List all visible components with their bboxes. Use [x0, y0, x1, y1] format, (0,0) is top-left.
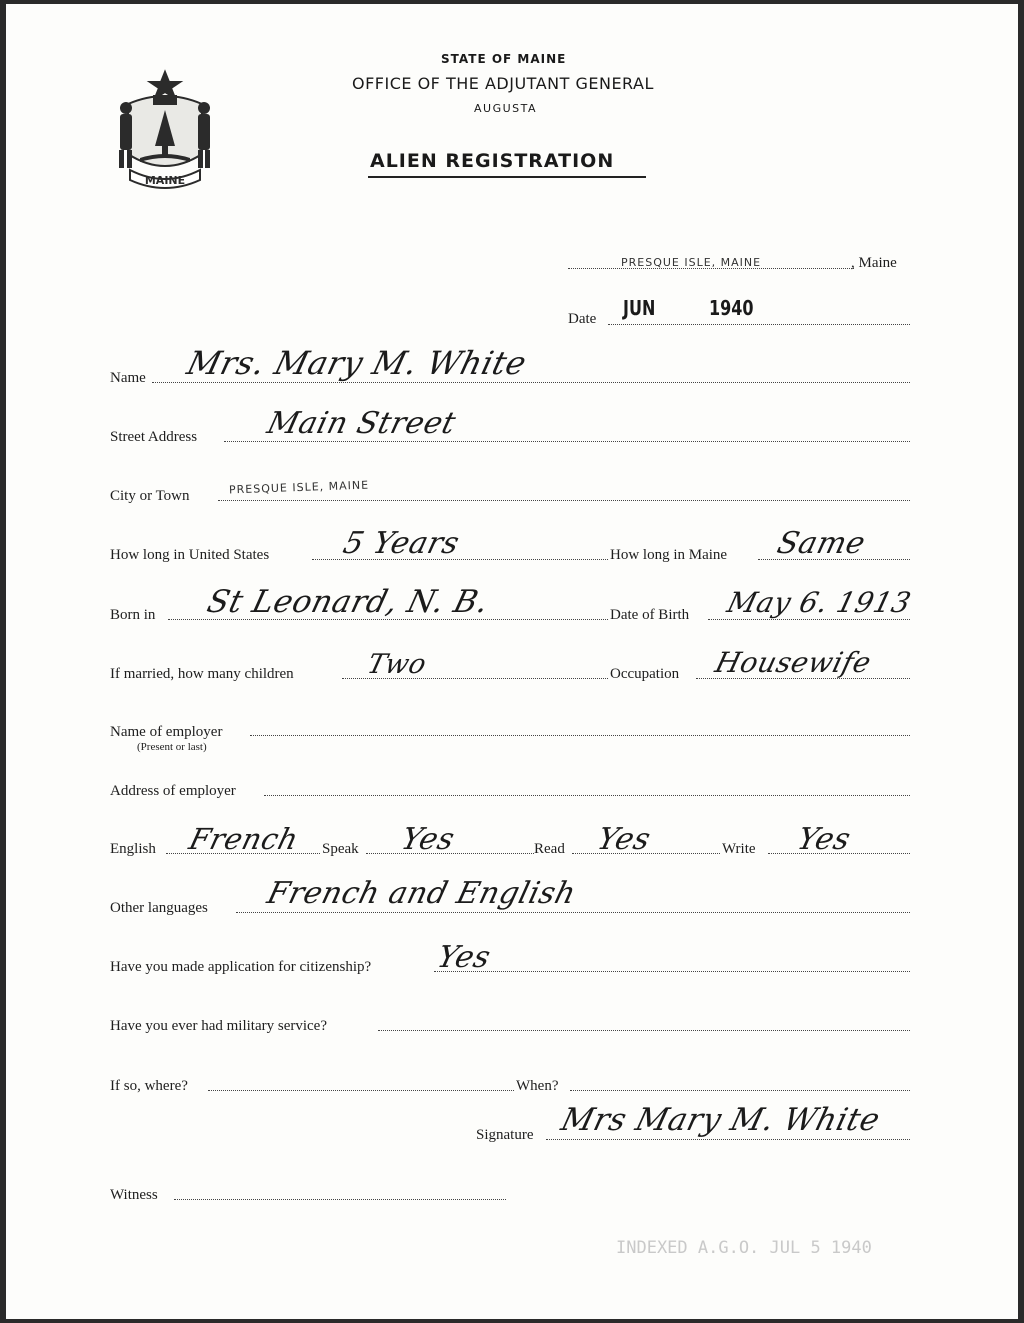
- seal-text: MAINE: [144, 174, 186, 187]
- witness-line: [174, 1199, 506, 1200]
- name-label: Name: [110, 370, 146, 386]
- name-value: Mrs. Mary M. White: [183, 344, 531, 382]
- military-line: [378, 1030, 910, 1031]
- english-label: English: [110, 841, 156, 857]
- occupation-value: Housewife: [711, 646, 875, 679]
- read-value: Yes: [593, 822, 655, 857]
- how-long-us-value: 5 Years: [339, 526, 464, 561]
- citizenship-line: [434, 971, 910, 972]
- dob-value: May 6. 1913: [723, 586, 915, 619]
- other-languages-value: French and English: [263, 876, 580, 911]
- state-seal-icon: [110, 66, 220, 194]
- when-label: When?: [516, 1078, 559, 1094]
- date-label: Date: [568, 311, 597, 327]
- citizenship-value: Yes: [433, 940, 495, 975]
- how-long-maine-value: Same: [773, 526, 870, 561]
- english-value: French: [185, 822, 302, 856]
- signature-label: Signature: [476, 1127, 534, 1143]
- citizenship-label: Have you made application for citizenship?: [110, 959, 372, 975]
- form-title: ALIEN REGISTRATION: [370, 150, 615, 172]
- read-label: Read: [534, 841, 565, 857]
- employer-name-label: Name of employer: [110, 724, 223, 740]
- born-in-value: St Leonard, N. B.: [203, 584, 493, 620]
- place-suffix: , Maine: [851, 255, 897, 271]
- employer-name-sublabel: (Present or last): [137, 741, 207, 753]
- place-value: PRESQUE ISLE, MAINE: [621, 256, 762, 269]
- speak-value: Yes: [397, 822, 459, 857]
- dob-line: [708, 619, 910, 620]
- military-label: Have you ever had military service?: [110, 1018, 327, 1034]
- children-value: Two: [364, 649, 430, 680]
- how-long-us-label: How long in United States: [110, 547, 270, 563]
- receipt-stamp: INDEXED A.G.O. JUL 5 1940: [616, 1238, 872, 1258]
- city-heading: AUGUSTA: [474, 102, 538, 115]
- employer-name-line: [250, 735, 910, 736]
- city-value: PRESQUE ISLE, MAINE: [228, 478, 370, 497]
- street-line: [224, 441, 910, 442]
- signature-value: Mrs Mary M. White: [557, 1102, 884, 1138]
- office-heading: OFFICE OF THE ADJUTANT GENERAL: [352, 74, 654, 93]
- born-in-label: Born in: [110, 607, 156, 623]
- write-value: Yes: [793, 822, 855, 857]
- dob-label: Date of Birth: [610, 607, 690, 623]
- witness-label: Witness: [110, 1187, 158, 1203]
- speak-label: Speak: [322, 841, 359, 857]
- other-languages-label: Other languages: [110, 900, 208, 916]
- how-long-maine-label: How long in Maine: [610, 547, 728, 563]
- signature-line: [546, 1139, 910, 1140]
- where-label: If so, where?: [110, 1078, 188, 1094]
- write-label: Write: [722, 841, 756, 857]
- registration-form: [6, 4, 1018, 1319]
- occupation-label: Occupation: [610, 666, 680, 682]
- city-label: City or Town: [110, 488, 190, 504]
- city-line: [218, 500, 910, 501]
- date-line: [608, 324, 910, 325]
- other-languages-line: [236, 912, 910, 913]
- children-label: If married, how many children: [110, 666, 294, 682]
- employer-address-label: Address of employer: [110, 783, 236, 799]
- title-underline: [368, 176, 646, 178]
- date-month: JUN: [623, 296, 656, 320]
- street-label: Street Address: [110, 429, 198, 445]
- employer-address-line: [264, 795, 910, 796]
- date-year: 1940: [709, 296, 754, 320]
- state-heading: STATE OF MAINE: [441, 52, 567, 66]
- when-line: [570, 1090, 910, 1091]
- street-value: Main Street: [263, 406, 460, 441]
- where-line: [208, 1090, 514, 1091]
- name-line: [152, 382, 910, 383]
